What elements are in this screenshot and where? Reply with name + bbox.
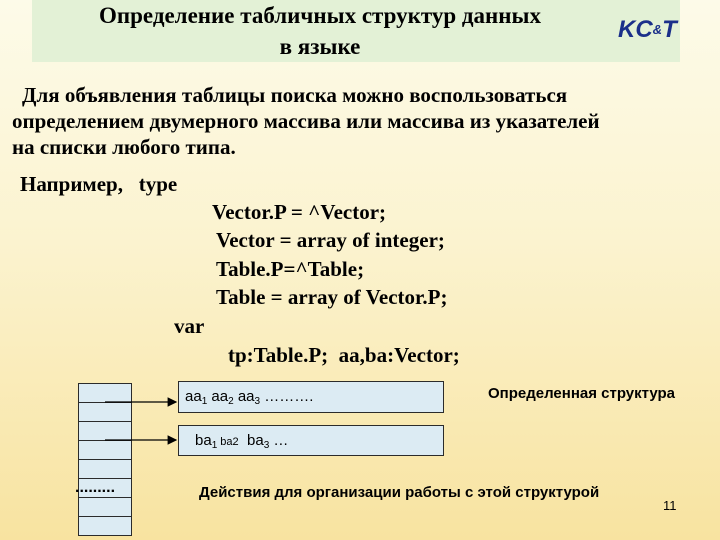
array-ba-label: $ba_1$ ba2 $ba_3$ … (195, 432, 289, 451)
code-line-2: Vector = array of integer; (216, 228, 445, 252)
body-line-2: определением двумерного массива или массива из указателей (12, 109, 600, 133)
example-label: Например, type (20, 172, 178, 196)
logo-ampersand: & (652, 22, 663, 37)
body-line-1: Для объявления таблицы поиска можно воспользоваться (22, 83, 568, 107)
code-line-4: Table = array of Vector.P; (216, 285, 448, 309)
page-number: 11 (663, 498, 677, 513)
title-line-2: в языке (279, 34, 361, 59)
stack-dots: ......... (75, 479, 116, 496)
label-defined-structure: Определенная структура (488, 385, 676, 402)
label-actions: Действия для организации работы с этой структурой (199, 484, 600, 501)
code-line-5: var (174, 314, 205, 338)
body-line-3: на списки любого типа. (12, 135, 236, 159)
code-line-1: Vector.P = ^Vector; (212, 200, 387, 224)
array-aa-label: $aa_1$ $aa_2$ $aa_3$ ………. (185, 388, 314, 407)
logo-part-1: KC (618, 16, 653, 43)
logo-part-2: T (662, 16, 677, 43)
title-line-1: Определение табличных структур данных (98, 3, 541, 28)
code-line-3: Table.P=^Table; (216, 257, 365, 281)
code-line-6: tp:Table.P; aa,ba:Vector; (228, 343, 460, 367)
